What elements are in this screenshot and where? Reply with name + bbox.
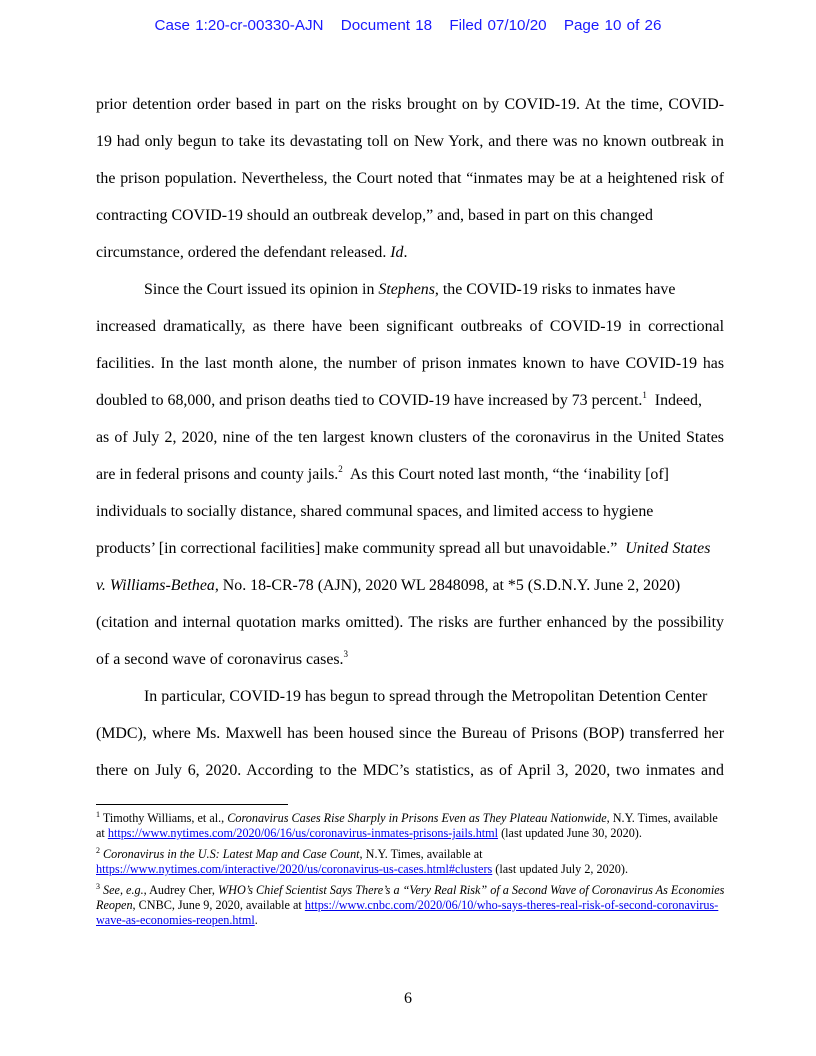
footnote-1-link[interactable]: https://www.nytimes.com/2020/06/16/us/coronavirus-inmates-prisons-jails.html (107, 826, 499, 840)
footnote-ref-2[interactable]: 2 (338, 464, 343, 474)
citation-id: Id (390, 244, 404, 261)
body-line: In particular, COVID-19 has begun to spread through the Metropolitan Detention Center (144, 688, 708, 705)
body-text (96, 86, 724, 789)
body-line: increased dramatically, as there have been significant outbreaks of COVID-19 in correctional (96, 318, 724, 335)
page-number: 6 (404, 990, 412, 1007)
footnote-2-link[interactable]: https://www.nytimes.com/interactive/2020/us/coronavirus-us-cases.html#clusters (96, 862, 493, 876)
footnote-1: $^1$ Timothy Williams, et al., Coronavirus Cases Rise Sharply in Prisons Even as They Plateau Nationwide, N.Y. Times, available at https://www.nytimes.com/2020/06/16/us/coronavirus-inmates-prisons-jails.html (last updated June 30, 2020). (96, 810, 718, 840)
footnote-divider (96, 804, 288, 805)
body-line: of a second wave of coronavirus cases.$^3$ (96, 649, 349, 668)
body-line: as of July 2, 2020, nine of the ten largest known clusters of the coronavirus in the United States (96, 429, 724, 446)
case-name: v. Williams-Bethea (96, 577, 215, 594)
body-line: Since the Court issued its opinion in Stephens, the COVID-19 risks to inmates have (144, 281, 676, 298)
body-line: are in federal prisons and county jails.$^2$ As this Court noted last month, “the ‘inability [of] (96, 464, 669, 483)
footnote-ref-1[interactable]: 1 (642, 390, 647, 400)
document-number: Document 18 (340, 17, 433, 34)
body-line: the prison population. Nevertheless, the Court noted that “inmates may be at a heightened risk of (96, 170, 724, 187)
body-line: circumstance, ordered the defendant released. Id. (96, 244, 408, 261)
footnote-3-link[interactable]: https://www.cnbc.com/2020/06/10/who-says-theres-real-risk-of-second-coronavirus-wave-as-economies-reopen.html (96, 898, 719, 927)
footnote-3: $^3$ See, e.g., Audrey Cher, WHO’s Chief Scientist Says There’s a “Very Real Risk” of a Second Wave of Coronavirus As Economies Reopen, CNBC, June 9, 2020, available at https://www.cnbc.com/2020/06/10/who-says-theres-real-risk-of-second-coronavirus-wave-as-economies-reopen.html. (96, 882, 725, 927)
body-line: individuals to socially distance, shared communal spaces, and limited access to hygiene (96, 503, 654, 520)
body-line: products’ [in correctional facilities] make community spread all but unavoidable.” United States (96, 540, 711, 557)
body-line: prior detention order based in part on the risks brought on by COVID-19. At the time, COVID- (96, 96, 724, 113)
case-number: Case 1:20-cr-00330-AJN (154, 17, 324, 34)
body-line: 19 had only begun to take its devastating toll on New York, and there was no known outbreak in (96, 133, 724, 150)
body-line: (MDC), where Ms. Maxwell has been housed since the Bureau of Prisons (BOP) transferred her (96, 725, 724, 742)
filed-date: Filed 07/10/20 (449, 17, 547, 34)
body-line: there on July 6, 2020. According to the MDC’s statistics, as of April 3, 2020, two inmates and (96, 762, 724, 779)
page-count: Page 10 of 26 (563, 17, 662, 34)
ecf-header (0, 17, 816, 34)
case-name: United States (625, 540, 711, 557)
footnote-2: $^2$ Coronavirus in the U.S: Latest Map and Case Count, N.Y. Times, available at https://www.nytimes.com/interactive/2020/us/coronavirus-us-cases.html#clusters (last updated July 2, 2020). (96, 846, 628, 876)
body-line: contracting COVID-19 should an outbreak develop,” and, based in part on this changed (96, 207, 653, 224)
footnote-ref-3[interactable]: 3 (343, 649, 349, 659)
body-line: facilities. In the last month alone, the number of prison inmates known to have COVID-19 has (96, 355, 724, 372)
footnotes (96, 811, 726, 934)
case-name-stephens: Stephens (378, 281, 435, 298)
body-line: doubled to 68,000, and prison deaths tied to COVID-19 have increased by 73 percent.$^1$ Indeed, (96, 390, 702, 409)
body-line: v. Williams-Bethea, No. 18-CR-78 (AJN), 2020 WL 2848098, at *5 (S.D.N.Y. June 2, 2020) (96, 577, 681, 594)
body-line: (citation and internal quotation marks omitted). The risks are further enhanced by the possibility (96, 614, 724, 631)
